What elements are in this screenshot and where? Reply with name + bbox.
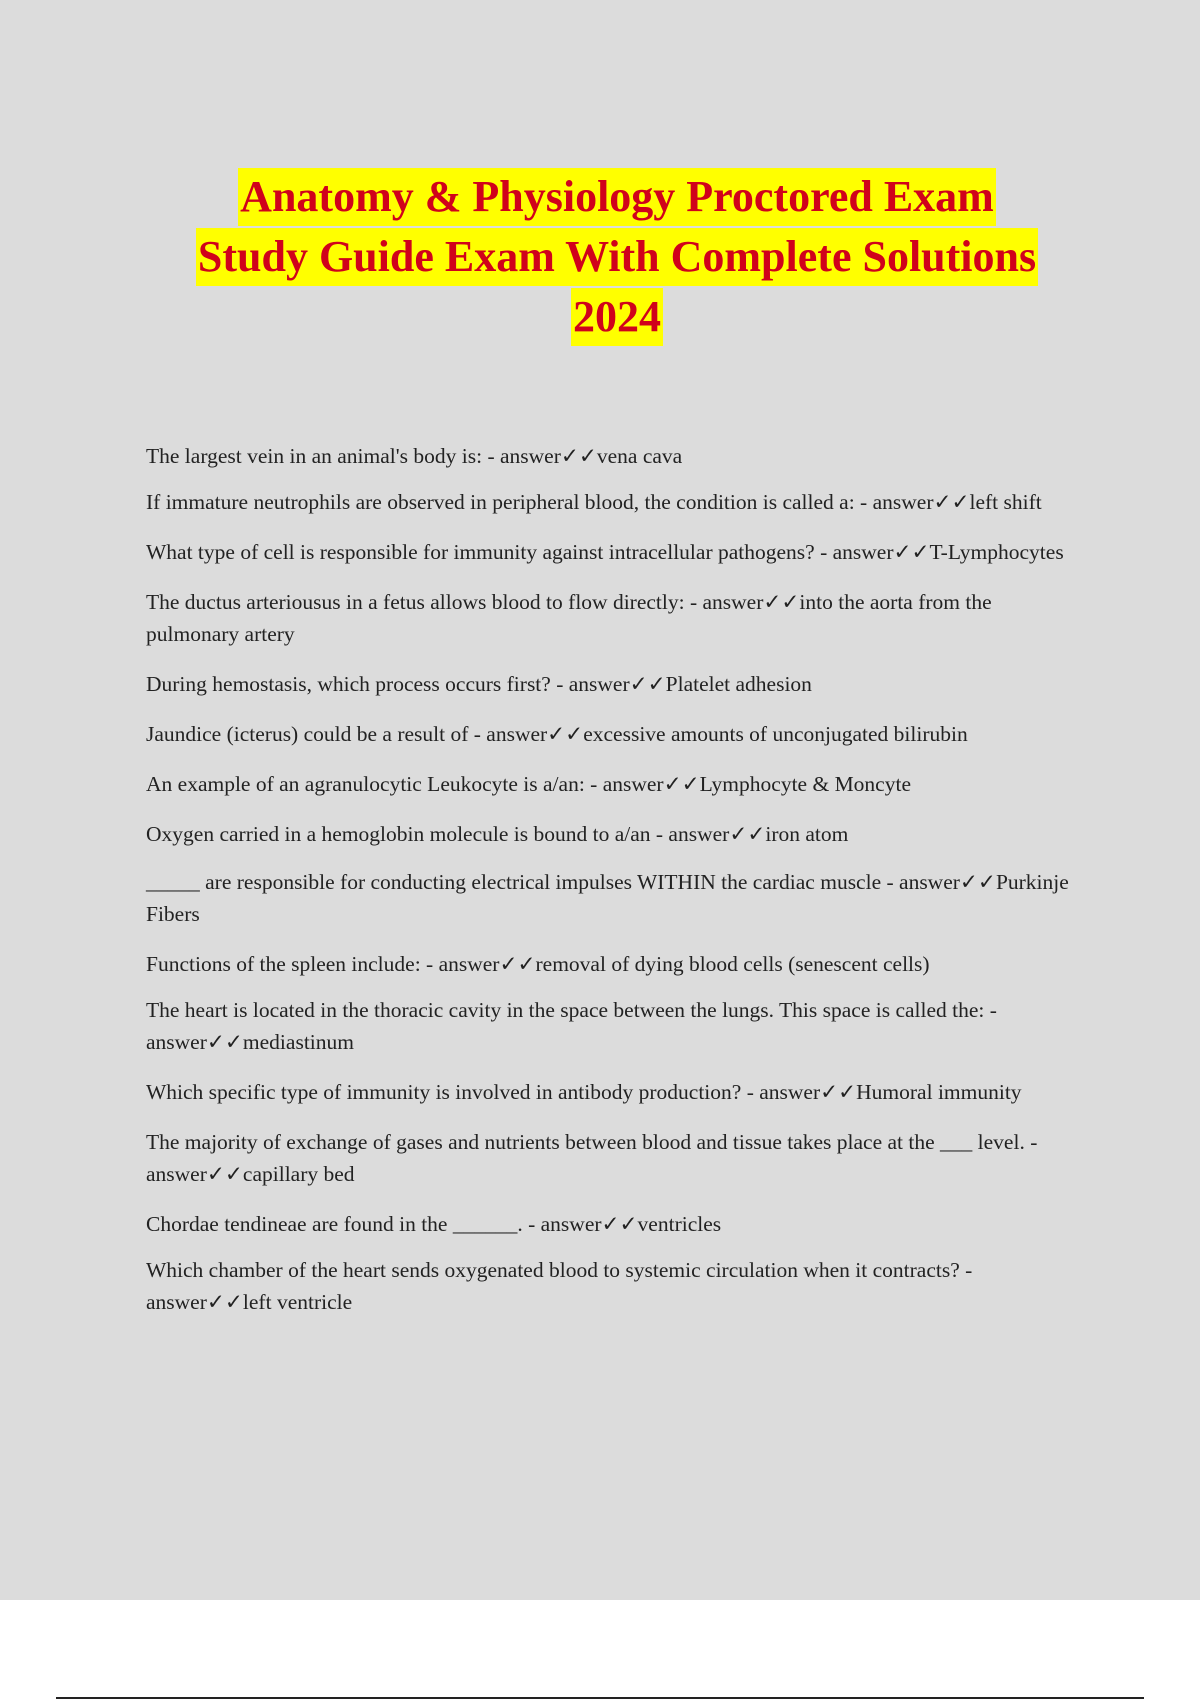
qa-item-10: Functions of the spleen include: - answer✓✓removal of dying blood cells (senescent cells) — [146, 952, 930, 976]
qa-item-2: If immature neutrophils are observed in peripheral blood, the condition is called a: - answer✓✓left shift — [146, 490, 1042, 514]
qa-item-14: Chordae tendineae are found in the ______. - answer✓✓ventricles — [146, 1212, 722, 1236]
title-line-3: 2024 — [571, 288, 663, 346]
qa-item-3: What type of cell is responsible for immunity against intracellular pathogens? - answer✓✓T-Lymphocytes — [146, 540, 1064, 564]
document-title — [100, 168, 1134, 348]
qa-item-5: During hemostasis, which process occurs first? - answer✓✓Platelet adhesion — [146, 672, 812, 696]
qa-item-12: Which specific type of immunity is involved in antibody production? - answer✓✓Humoral immunity — [146, 1080, 1022, 1104]
title-line-1: Anatomy & Physiology Proctored Exam — [238, 168, 996, 226]
qa-item-6: Jaundice (icterus) could be a result of - answer✓✓excessive amounts of unconjugated bilirubin — [146, 722, 968, 746]
qa-item-13: The majority of exchange of gases and nutrients between blood and tissue takes place at the ___ level. - answer✓✓capillary bed — [146, 1130, 1038, 1186]
title-line-2: Study Guide Exam With Complete Solutions — [196, 228, 1038, 286]
qa-item-11: The heart is located in the thoracic cavity in the space between the lungs. This space is called the: - answer✓✓mediastinum — [146, 998, 997, 1054]
qa-item-4: The ductus arteriousus in a fetus allows blood to flow directly: - answer✓✓into the aorta from the pulmonary artery — [146, 590, 992, 646]
question-answer-list — [146, 440, 1076, 1318]
qa-item-9: _____ are responsible for conducting electrical impulses WITHIN the cardiac muscle - answer✓✓Purkinje Fibers — [146, 870, 1069, 926]
qa-item-15: Which chamber of the heart sends oxygenated blood to systemic circulation when it contracts? - answer✓✓left ventricle — [146, 1258, 973, 1314]
qa-item-7: An example of an agranulocytic Leukocyte is a/an: - answer✓✓Lymphocyte & Moncyte — [146, 772, 911, 796]
qa-item-1: The largest vein in an animal's body is: - answer✓✓vena cava — [146, 444, 683, 468]
footer-divider — [56, 1697, 1144, 1699]
qa-item-8: Oxygen carried in a hemoglobin molecule is bound to a/an - answer✓✓iron atom — [146, 822, 849, 846]
